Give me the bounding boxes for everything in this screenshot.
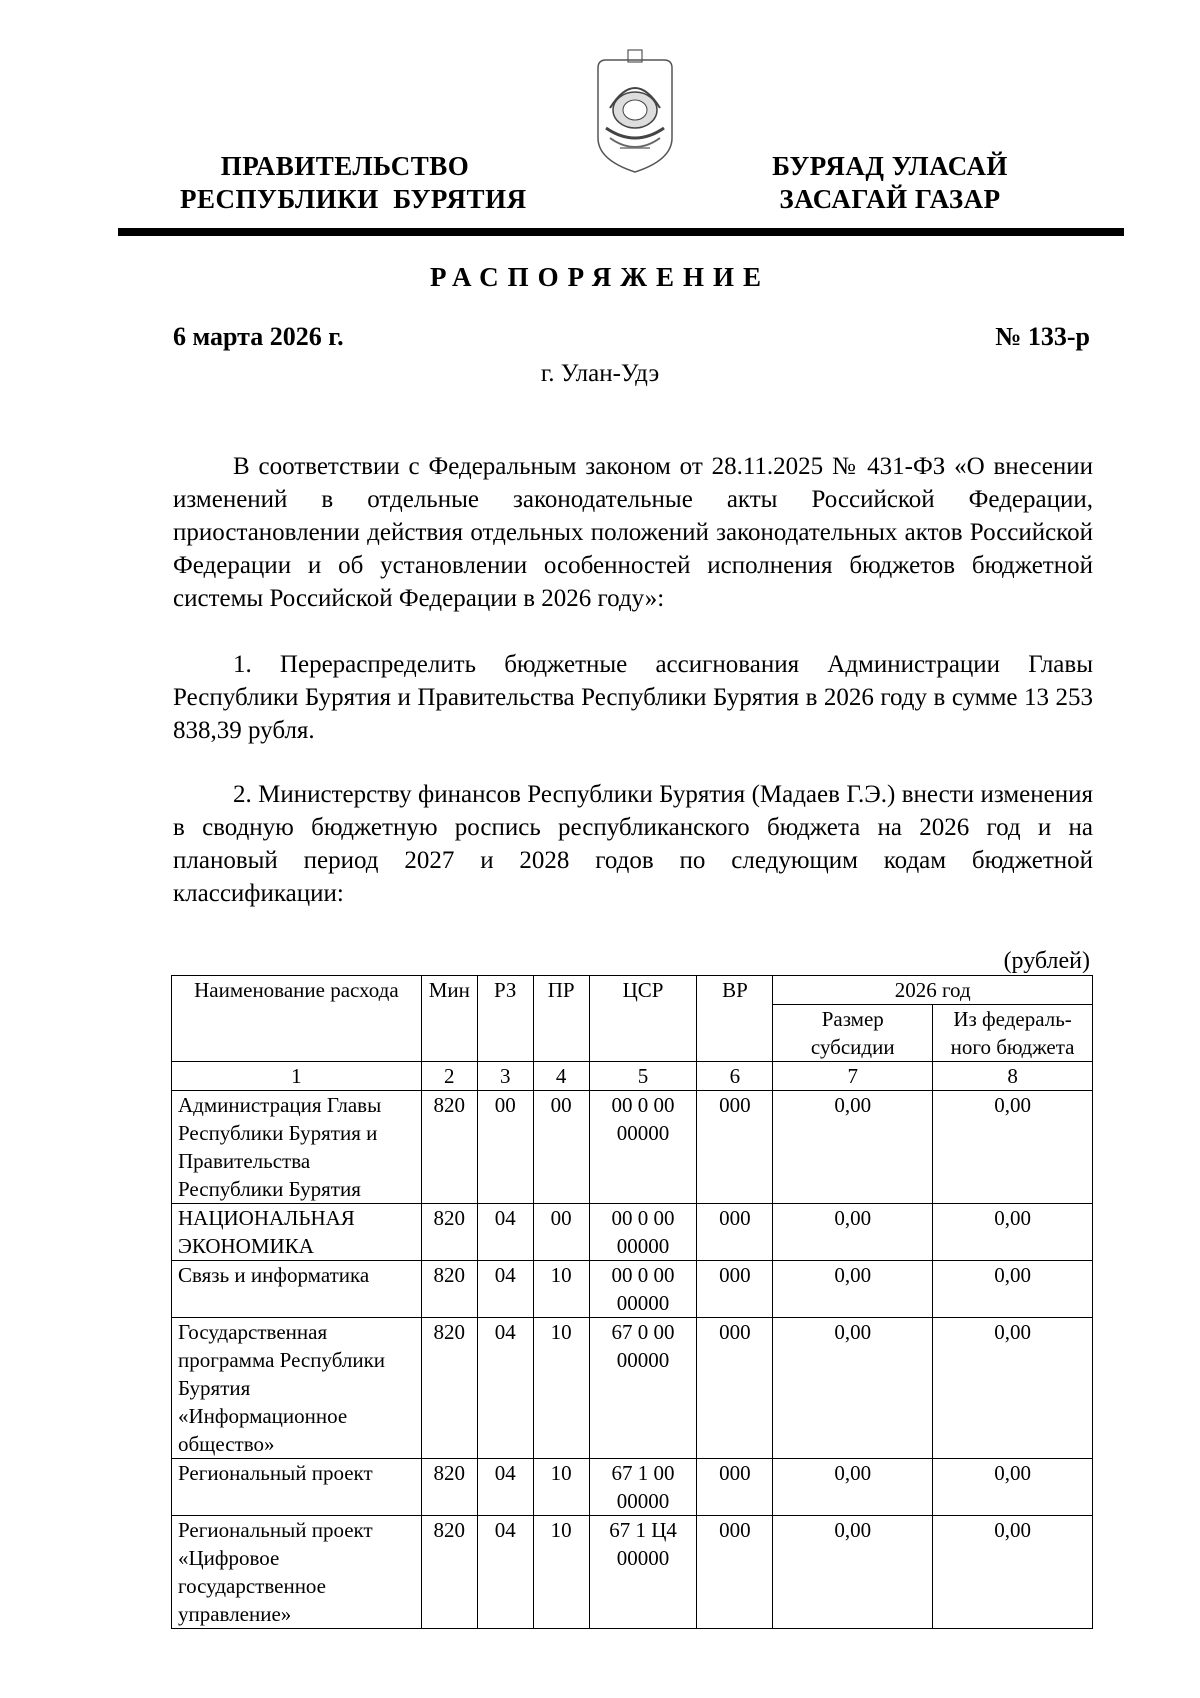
- paragraph-item-2-text: 2. Министерству финансов Республики Бурятия (Мадаев Г.Э.) внести изменения в сводную бюджетную роспись республиканского бюджета на 2026 год и на плановый период 2027 и 2028 годов по следующим кодам бюджетной классификации:: [173, 781, 1093, 907]
- cell-pr: 10: [533, 1318, 589, 1459]
- col-number: 1: [172, 1062, 422, 1091]
- cell-vr: 000: [697, 1516, 773, 1629]
- header-left-line2: РЕСПУБЛИКИ БУРЯТИЯ: [180, 184, 527, 214]
- cell-vr: 000: [697, 1204, 773, 1261]
- cell-csr: 00 0 00 00000: [589, 1091, 697, 1204]
- cell-subsidy: 0,00: [773, 1261, 933, 1318]
- cell-csr: 67 0 00 00000: [589, 1318, 697, 1459]
- cell-subsidy: 0,00: [773, 1091, 933, 1204]
- document-title: РАСПОРЯЖЕНИЕ: [429, 262, 771, 292]
- header-name: Наименование расхода: [172, 976, 422, 1062]
- cell-rz: 04: [477, 1318, 533, 1459]
- cell-min: 820: [421, 1204, 477, 1261]
- coat-of-arms-emblem: [590, 48, 680, 176]
- budget-table: [171, 975, 1093, 1629]
- cell-vr: 000: [697, 1459, 773, 1516]
- cell-min: 820: [421, 1318, 477, 1459]
- cell-subsidy: 0,00: [773, 1459, 933, 1516]
- header-right-line2: ЗАСАГАЙ ГАЗАР: [779, 184, 1001, 214]
- cell-rz: 04: [477, 1204, 533, 1261]
- cell-csr: 67 1 Ц4 00000: [589, 1516, 697, 1629]
- cell-csr: 67 1 00 00000: [589, 1459, 697, 1516]
- cell-pr: 10: [533, 1459, 589, 1516]
- header-year: 2026 год: [773, 976, 1093, 1005]
- cell-name: НАЦИОНАЛЬНАЯ ЭКОНОМИКА: [172, 1204, 422, 1261]
- cell-name: Администрация Главы Республики Бурятия и Правительства Республики Бурятия: [172, 1091, 422, 1204]
- cell-min: 820: [421, 1459, 477, 1516]
- header-csr: ЦСР: [589, 976, 697, 1062]
- table-row: [172, 1516, 1093, 1629]
- cell-name: Региональный проект «Цифровое государственное управление»: [172, 1516, 422, 1629]
- cell-name: Региональный проект: [172, 1459, 422, 1516]
- cell-federal: 0,00: [933, 1459, 1093, 1516]
- paragraph-item-2: [173, 778, 1093, 910]
- col-number: 8: [933, 1062, 1093, 1091]
- col-number: 7: [773, 1062, 933, 1091]
- cell-pr: 00: [533, 1204, 589, 1261]
- header-divider: [118, 228, 1124, 236]
- col-number: 2: [421, 1062, 477, 1091]
- header-rz: РЗ: [477, 976, 533, 1062]
- cell-csr: 00 0 00 00000: [589, 1204, 697, 1261]
- table-unit-label: (рублей): [1003, 948, 1090, 974]
- document-city: г. Улан-Удэ: [540, 360, 660, 387]
- header-left: [180, 150, 527, 216]
- header-federal: Из федераль-ного бюджета: [933, 1005, 1093, 1062]
- cell-subsidy: 0,00: [773, 1318, 933, 1459]
- table-row: [172, 1261, 1093, 1318]
- cell-subsidy: 0,00: [773, 1516, 933, 1629]
- col-number: 3: [477, 1062, 533, 1091]
- cell-csr: 00 0 00 00000: [589, 1261, 697, 1318]
- header-subsidy: Размер субсидии: [773, 1005, 933, 1062]
- header-right: [745, 150, 1035, 216]
- cell-pr: 10: [533, 1261, 589, 1318]
- cell-min: 820: [421, 1261, 477, 1318]
- header-min: Мин: [421, 976, 477, 1062]
- header-right-line1: БУРЯАД УЛАСАЙ: [772, 151, 1008, 181]
- col-number: 6: [697, 1062, 773, 1091]
- cell-vr: 000: [697, 1091, 773, 1204]
- paragraph-preamble: [173, 450, 1093, 615]
- cell-rz: 04: [477, 1459, 533, 1516]
- col-number: 4: [533, 1062, 589, 1091]
- cell-pr: 00: [533, 1091, 589, 1204]
- cell-federal: 0,00: [933, 1091, 1093, 1204]
- cell-subsidy: 0,00: [773, 1204, 933, 1261]
- cell-name: Государственная программа Республики Бурятия «Информационное общество»: [172, 1318, 422, 1459]
- table-row: [172, 1318, 1093, 1459]
- cell-rz: 04: [477, 1516, 533, 1629]
- paragraph-item-1-text: 1. Перераспределить бюджетные ассигнования Администрации Главы Республики Бурятия и Правительства Республики Бурятия в 2026 году в сумме 13 253 838,39 рубля.: [173, 651, 1093, 744]
- cell-min: 820: [421, 1516, 477, 1629]
- cell-min: 820: [421, 1091, 477, 1204]
- cell-federal: 0,00: [933, 1204, 1093, 1261]
- table-row: [172, 1091, 1093, 1204]
- cell-pr: 10: [533, 1516, 589, 1629]
- cell-rz: 00: [477, 1091, 533, 1204]
- table-row: [172, 1204, 1093, 1261]
- col-number: 5: [589, 1062, 697, 1091]
- cell-name: Связь и информатика: [172, 1261, 422, 1318]
- document-number: № 133-р: [995, 322, 1090, 351]
- cell-federal: 0,00: [933, 1318, 1093, 1459]
- cell-federal: 0,00: [933, 1261, 1093, 1318]
- paragraph-item-1: [173, 648, 1093, 747]
- cell-vr: 000: [697, 1318, 773, 1459]
- header-vr: ВР: [697, 976, 773, 1062]
- header-left-line1: ПРАВИТЕЛЬСТВО: [220, 151, 470, 181]
- header-pr: ПР: [533, 976, 589, 1062]
- paragraph-preamble-text: В соответствии с Федеральным законом от 28.11.2025 № 431-ФЗ «О внесении изменений в отдельные законодательные акты Российской Федерации, приостановлении действия отдельных положений законодательных актов Российской Федерации и об установлении особенностей исполнения бюджетов бюджетной системы Российской Федерации в 2026 году»:: [173, 453, 1093, 612]
- cell-rz: 04: [477, 1261, 533, 1318]
- table-row: [172, 1459, 1093, 1516]
- cell-vr: 000: [697, 1261, 773, 1318]
- cell-federal: 0,00: [933, 1516, 1093, 1629]
- document-date: 6 марта 2026 г.: [173, 322, 344, 351]
